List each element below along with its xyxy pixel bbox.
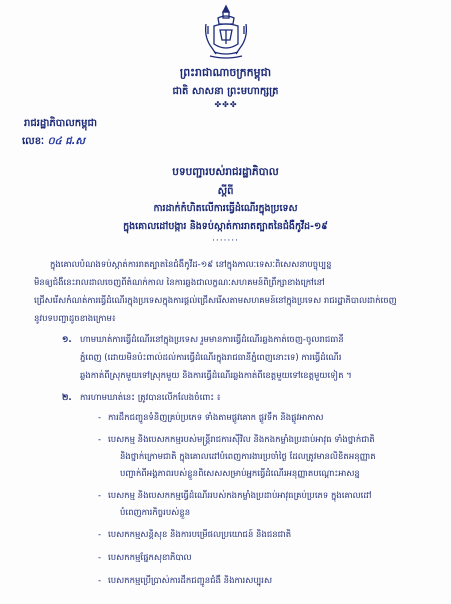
document-about: ស្តីពី xyxy=(217,186,234,197)
point-1-line: ភ្នំពេញ (ដោយមិនប៉ះពាល់ដល់ការធ្វើដំណើរក្នុងរាជធានីភ្នំពេញនោះទេ) ការធ្វើដំណើរ xyxy=(80,353,342,363)
point-1-line: ឆ្លងកាត់ពីស្រុកមួយទៅស្រុកមួយ និងការធ្វើដំណើរឆ្លងកាត់ពីខេត្តមួយទៅខេត្តមួយទៀត ។ xyxy=(80,371,352,381)
reference-label: លេខៈ xyxy=(22,136,45,147)
intro-line: នូវបទបញ្ជាដូចខាងក្រោម៖ xyxy=(34,314,116,324)
ornament-divider: ✤✤✤ xyxy=(214,100,238,109)
bullet-dash: - xyxy=(98,491,102,501)
bullet-dash: - xyxy=(98,576,102,586)
point-1-line: ហាមឃាត់ការធ្វើដំណើរនៅក្នុងប្រទេស រួមមានការធ្វើដំណើរឆ្លងកាត់ចេញ-ចូលរាជធានី xyxy=(80,335,344,345)
exemption-item: បេសកកម្មប្រើប្រាស់ការដឹកជញ្ជូនជំងឺ និងការសប្បុរស xyxy=(108,576,273,586)
intro-line: មិនឲ្យជំងឺនេះរាលដាលចេញពីតំណក់កាល នៃការឆ្លងជាលក្ខណៈសហគមន៍ពិព្រឹក្សាខាងក្រៅនៅ xyxy=(34,278,325,288)
exemption-item: ការដឹកជញ្ជូនទំនិញគ្រប់ប្រភេទ ទាំងតាមផ្លូវគោក ផ្លូវទឹក និងផ្លូវអាកាស xyxy=(108,413,324,423)
intro-line: ជ្រើសរើសកំណត់ការធ្វើដំណើរក្នុងប្រទេសក្នុងការផ្តល់ជ្រើសរើសតាមសហគមន៍នៅក្នុងប្រទេស រាជរដ្ឋាភិបាលដាក់ចេញ xyxy=(34,296,397,306)
royal-emblem-icon xyxy=(200,4,252,62)
document-subject-line-2: ក្នុងគោលដៅបង្ការ និងទប់ស្កាត់ការរាតត្បាតនៃជំងឺកូវីដ-១៩ xyxy=(123,221,328,232)
document-title: ប​ទបញ្ជារបស់រាជរដ្ឋាភិបាល xyxy=(172,166,279,178)
exemption-item: បេសកម្ម និងបេសកកម្មរបស់មន្ត្រីរាជការស៊ីវិល និងកងកម្លាំងប្រដាប់អាវុធ ទាំងថ្នាក់ជាតិ xyxy=(108,435,375,445)
bullet-dash: - xyxy=(98,413,102,423)
bullet-dash: - xyxy=(98,435,102,445)
reference-number xyxy=(22,134,85,149)
bullet-dash: - xyxy=(98,530,102,540)
point-2-line: ការហាមឃាត់នេះ ត្រូវបានលើកលែងចំពោះ ៖ xyxy=(80,393,221,403)
point-2-number: ២. xyxy=(62,393,72,403)
exemption-item: បេសកកម្មសន្តិសុខ និងការបម្រើផលប្រយោជន៍ និងជនជាតិ xyxy=(108,530,292,540)
exemption-item-continued: បំពេញការកិច្ចរបស់ខ្លួន xyxy=(120,508,191,518)
intro-line: ក្នុងគោលបំណងទប់ស្កាត់ការរាតត្បាតនៃជំងឺកូវីដ-១៩ នៅក្នុងកាលៈទេសៈពិសេសនាបច្ចុប្បន្ន xyxy=(50,260,332,270)
reference-value: ០៤ ជ.ស xyxy=(47,136,85,147)
point-1-number: ១. xyxy=(62,335,72,345)
exemption-item-continued: និងថ្នាក់ក្រោមជាតិ ក្នុងគោលដៅបំពេញការងារប្រចាំថ្ងៃ ដែលត្រូវមានលិខិតអនុញ្ញាត xyxy=(120,452,376,462)
issuer-name: រាជរដ្ឋាភិបាលកម្ពុជា xyxy=(24,118,97,129)
exemption-item-continued: បញ្ជាក់ពីអង្គភាពរបស់ខ្លួនពិសេសសម្រាប់អ្នកធ្វើដំណើរអនុញ្ញាតបណ្តោះអាសន្ន xyxy=(120,469,360,479)
kingdom-heading: ព្រះរាជាណាចក្រកម្ពុជា xyxy=(179,66,272,79)
exemption-item: បេសកម្ម និងបេសកកម្មធ្វើដំណើររបស់កងកម្លាំងប្រដាប់អាវុធគ្រប់ប្រភេទ ក្នុងគោលដៅ xyxy=(108,491,372,501)
exemption-item: បេសកកម្មផ្នែកសុខាភិបាល xyxy=(108,553,192,563)
national-motto: ជាតិ សាសនា ព្រះមហាក្សត្រ xyxy=(172,86,279,97)
title-dots-divider: ······· xyxy=(211,236,240,246)
document-subject-line-1: ការដាក់​​កំហិតលើការធ្វើដំណើរក្នុងប្រទេស xyxy=(153,203,298,214)
bullet-dash: - xyxy=(98,553,102,563)
